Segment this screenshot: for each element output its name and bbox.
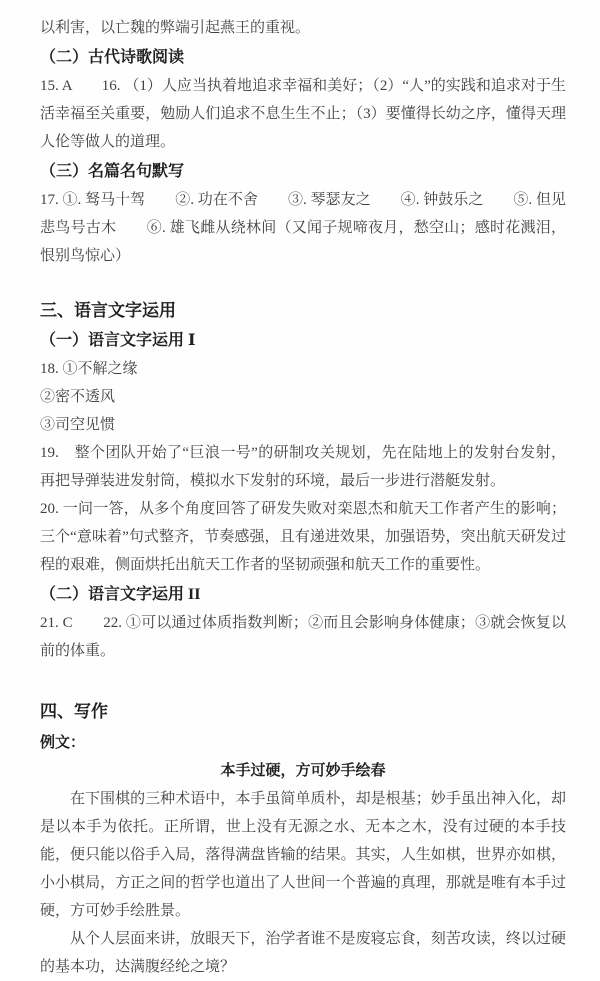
answer-20: 20. 一问一答，从多个角度回答了研发失败对栾恩杰和航天工作者产生的影响；三个“意味着”句式整齐，节奏感强，且有递进效果，加强语势，突出航天研发过程的艰难，侧面烘托出航天工作者的坚韧顽强和航天工作的重要性。	[40, 501, 566, 573]
answer-17: 17. ①. 驽马十驾 ②. 功在不舍 ③. 琴瑟友之 ④. 钟鼓乐之 ⑤. 但见悲鸟号古木 ⑥. 雄飞雌从绕林间（又闻子规啼夜月，愁空山；感时花溅泪，恨别鸟惊心）	[40, 192, 566, 264]
section-gap	[40, 665, 566, 695]
sample-essay-label: 例文：	[40, 735, 86, 751]
heading-writing-section: 四、写作	[40, 702, 108, 721]
answer-19: 19. 整个团队开始了“巨浪一号”的研制攻关规划，先在陆地上的发射台发射，再把导弹装进发射筒，模拟水下发射的环境，最后一步进行潜艇发射。	[40, 445, 566, 489]
answer-14-tail-paragraph: 以利害，以亡魏的弊端引起燕王的重视。	[40, 20, 311, 36]
answer-18-item-2: ②密不透风	[40, 389, 116, 405]
heading-famous-passages-dictation: （三）名篇名句默写	[40, 163, 185, 180]
subheading-language-use-1: （一）语言文字运用 Ⅰ	[40, 332, 196, 349]
answer-15-16: 15. A 16. （1）人应当执着地追求幸福和美好；（2）“人”的实践和追求对于生活幸福至关重要，勉励人们追求不息生生不止；（3）要懂得长幼之序，懂得天理人伦等做人的道理。	[40, 78, 566, 150]
section-gap	[40, 270, 566, 294]
answer-18-item-3: ③司空见惯	[40, 417, 116, 433]
heading-ancient-poetry-reading: （二）古代诗歌阅读	[40, 49, 185, 66]
subheading-language-use-2: （二）语言文字运用 II	[40, 586, 201, 603]
essay-paragraph-1: 在下围棋的三种术语中，本手虽简单质朴，却是根基；妙手虽出神入化，却是以本手为依托。正所谓，世上没有无源之水、无本之木，没有过硬的本手技能，便只能以俗手入局，落得满盘皆输的结果。其实，人生如棋，世界亦如棋，小小棋局，方正之间的哲学也道出了人世间一个普遍的真理，那就是唯有本手过硬，方可妙手绘胜景。	[40, 791, 566, 919]
essay-paragraph-2: 从个人层面来讲，放眼天下，治学者谁不是废寝忘食，刻苦攻读，终以过硬的基本功，达满腹经纶之境？	[40, 931, 566, 975]
essay-title: 本手过硬，方可妙手绘春	[220, 763, 386, 779]
answer-21-22: 21. C 22. ①可以通过体质指数判断；②而且会影响身体健康；③就会恢复以前的体重。	[40, 615, 566, 659]
heading-language-use-section: 三、语言文字运用	[40, 301, 176, 320]
answer-18-item-1: 18. ①不解之缘	[40, 361, 138, 377]
